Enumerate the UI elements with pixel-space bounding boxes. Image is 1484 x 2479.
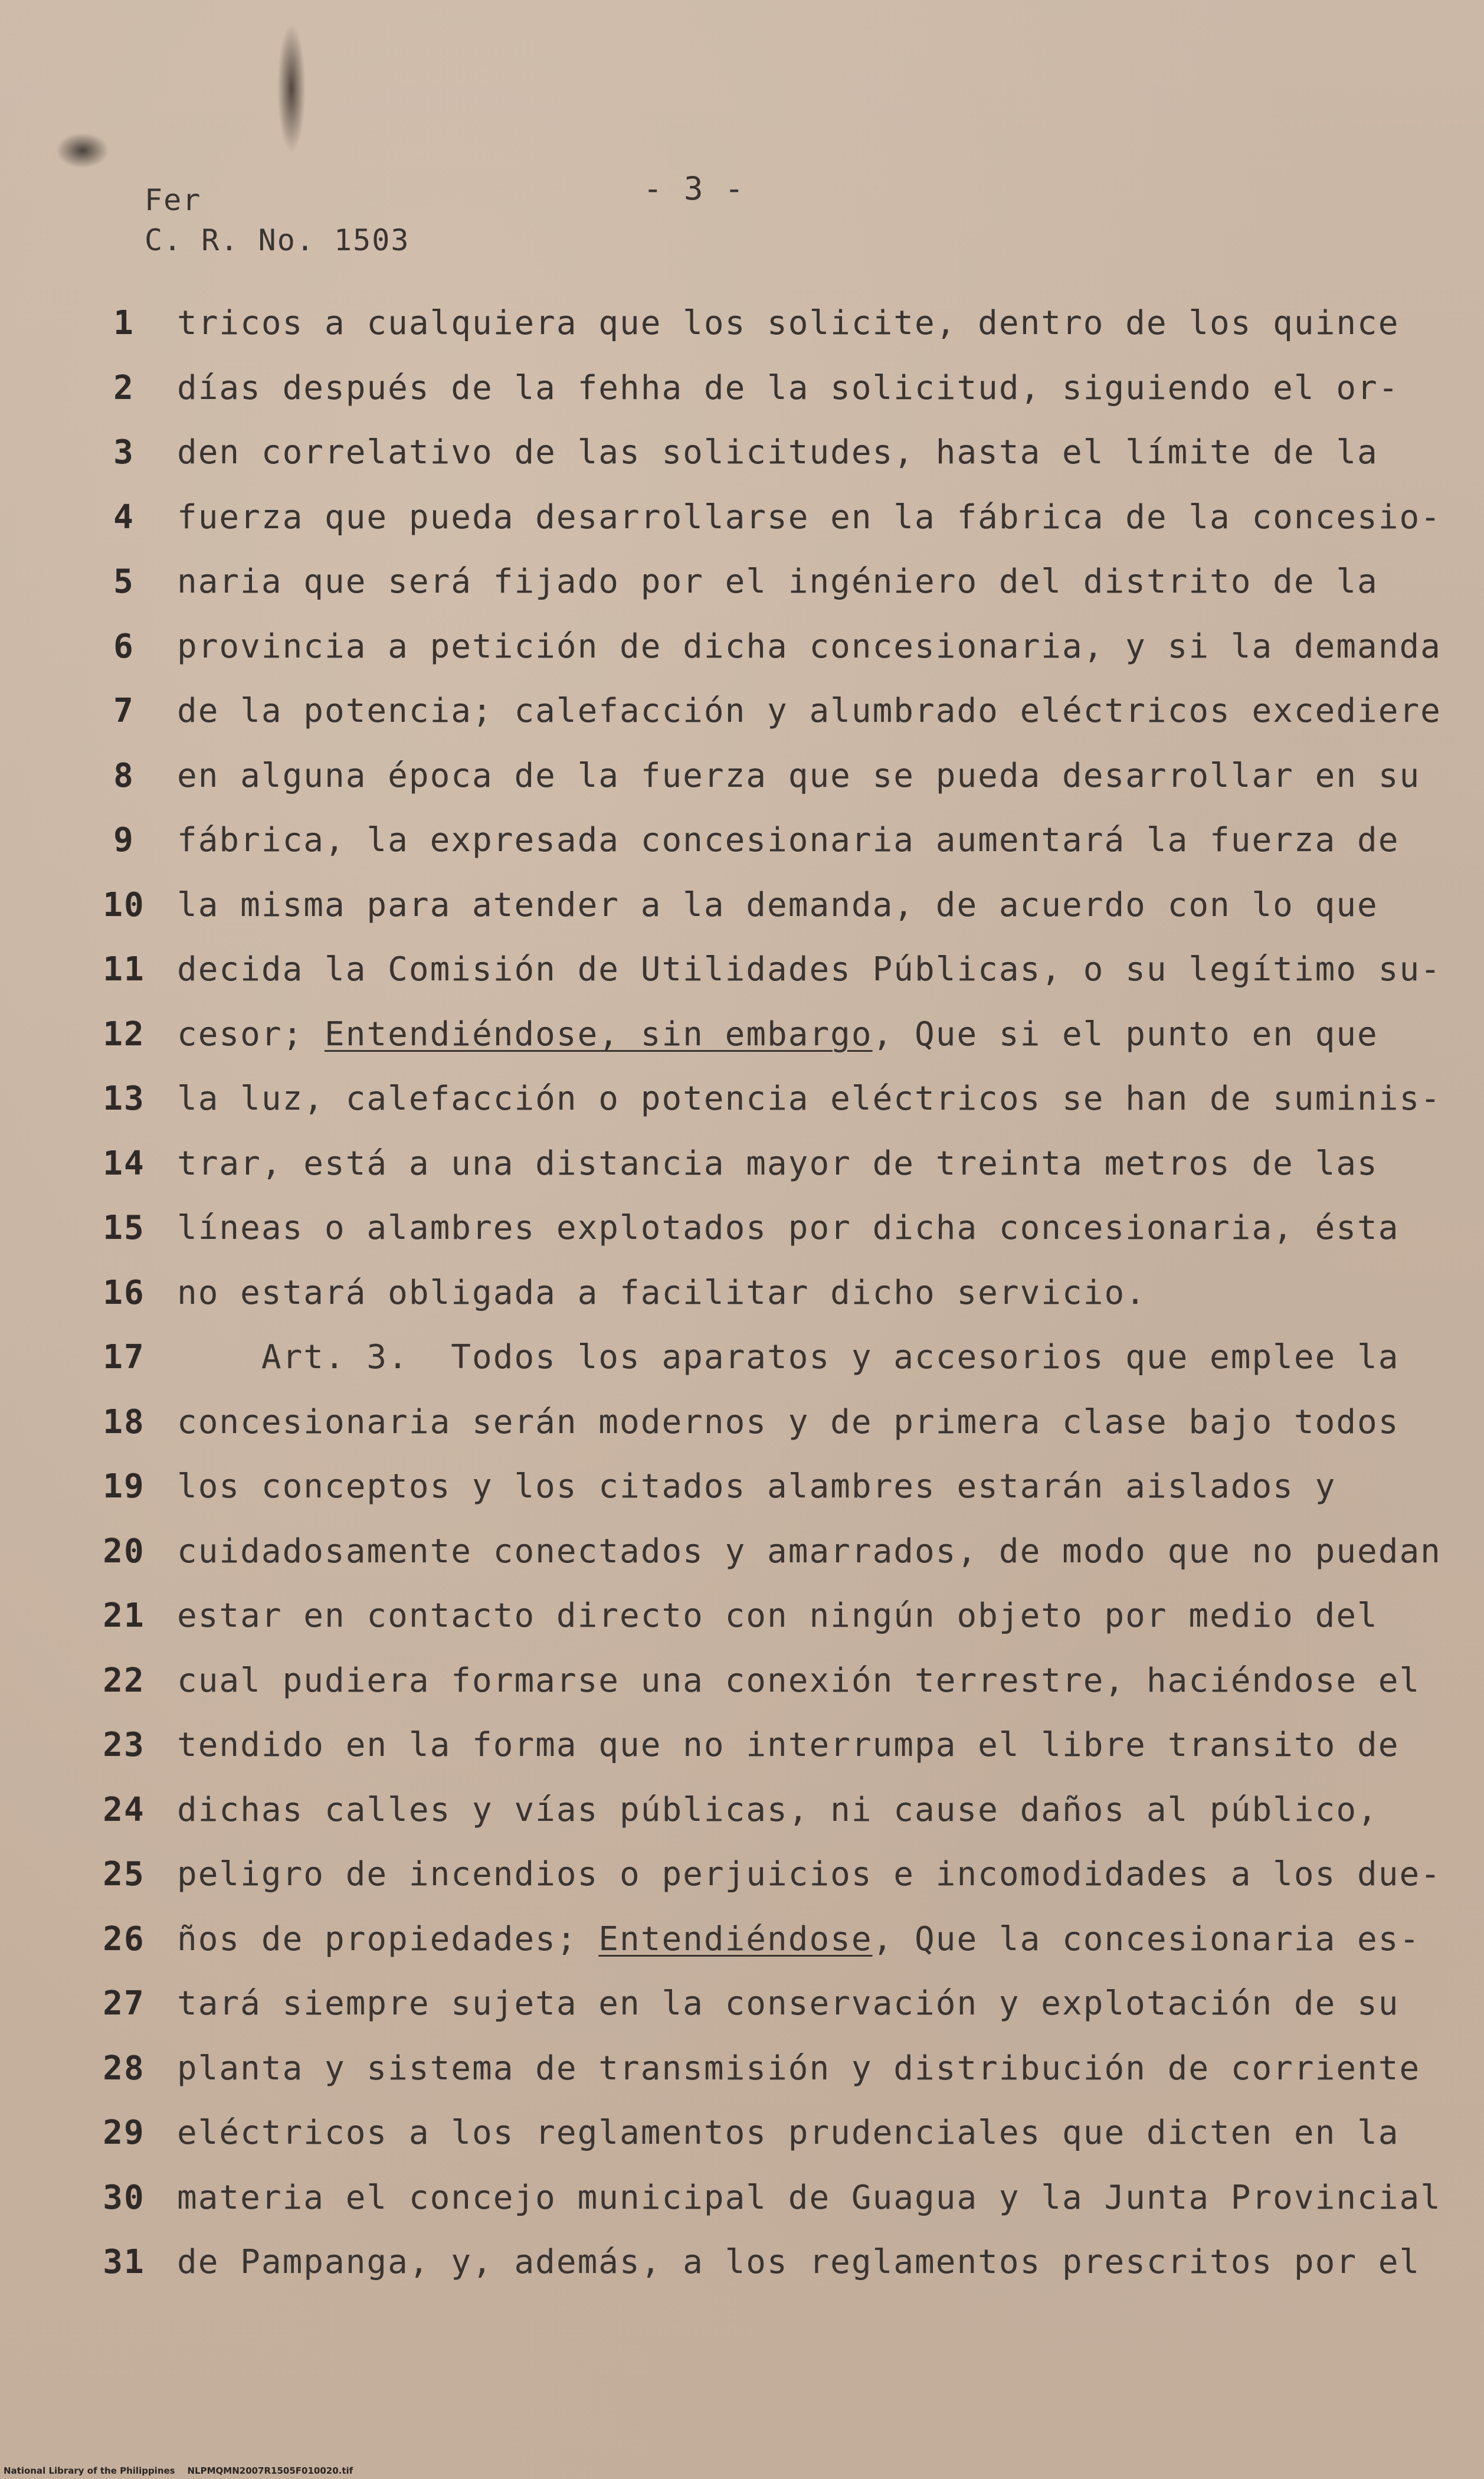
line-number: 25 — [103, 1855, 145, 1893]
line-number: 15 — [103, 1209, 145, 1247]
line-text: estar en contacto directo con ningún objeto por medio del — [177, 1597, 1378, 1635]
line-text: fábrica, la expresada concesionaria aumentará la fuerza de — [177, 821, 1400, 859]
line-number: 6 — [113, 627, 135, 666]
line-text: Art. 3. Todos los aparatos y accesorios que emplee la — [177, 1338, 1400, 1376]
underlined-proviso: Entendiéndose — [598, 1919, 873, 1958]
text-line — [89, 1984, 1400, 2049]
reference-number: C. R. No. 1503 — [145, 223, 410, 257]
line-text: concesionaria serán modernos y de primera clase bajo todos — [177, 1402, 1400, 1441]
line-text-segment: , Que la concesionaria es- — [872, 1919, 1421, 1958]
line-text: fuerza que pueda desarrollarse en la fábrica de la concesio- — [177, 498, 1442, 537]
text-line — [89, 1661, 1421, 1726]
line-number: 10 — [103, 885, 145, 924]
text-line — [89, 433, 1378, 498]
text-line — [89, 756, 1421, 822]
text-line — [89, 1726, 1400, 1791]
text-line — [89, 627, 1442, 692]
line-text: la luz, calefacción o potencia eléctricos se han de suminis- — [177, 1080, 1442, 1118]
text-line — [89, 1855, 1442, 1920]
line-text: cuidadosamente conectados y amarrados, de modo que no puedan — [177, 1532, 1442, 1571]
line-number: 2 — [113, 368, 135, 407]
line-number: 30 — [103, 2178, 145, 2217]
typist-initials: Fer — [145, 183, 202, 217]
text-line — [89, 498, 1442, 563]
text-line — [89, 368, 1400, 434]
line-number: 16 — [103, 1273, 145, 1312]
text-line — [89, 1274, 1345, 1339]
line-text: eléctricos a los reglamentos prudenciales que dicten en la — [177, 2114, 1400, 2152]
line-text: dichas calles y vías públicas, ni cause daños al público, — [177, 1790, 1378, 1829]
line-text — [159, 1920, 1420, 1958]
text-line — [89, 2178, 1442, 2243]
line-number: 8 — [113, 756, 135, 795]
text-line — [89, 1015, 1378, 1080]
line-text: trar, está a una distancia mayor de treinta metros de las — [177, 1144, 1378, 1183]
line-number: 14 — [103, 1144, 145, 1183]
numbered-text-body — [89, 304, 1442, 2308]
line-number: 24 — [103, 1790, 145, 1829]
line-text: los conceptos y los citados alambres estarán aislados y — [177, 1467, 1336, 1506]
text-line — [89, 1790, 1378, 1856]
document-header — [145, 180, 410, 260]
line-number: 12 — [103, 1015, 145, 1054]
line-text: materia el concejo municipal de Guagua y la Junta Provincial — [177, 2178, 1442, 2217]
text-line — [89, 562, 1378, 627]
line-text: tará siempre sujeta en la conservación y explotación de su — [177, 1984, 1400, 2023]
line-text: de la potencia; calefacción y alumbrado eléctricos excediere — [177, 692, 1442, 730]
line-number: 20 — [103, 1532, 145, 1571]
line-text: naria que será fijado por el ingéniero del distrito de la — [177, 562, 1378, 601]
line-text-segment: cesor; — [177, 1015, 325, 1054]
text-line — [89, 950, 1442, 1015]
line-text: de Pampanga, y, además, a los reglamentos prescritos por el — [177, 2243, 1421, 2281]
text-line — [89, 885, 1378, 951]
text-line — [89, 2243, 1421, 2308]
text-line — [89, 304, 1400, 369]
line-number: 17 — [103, 1338, 145, 1376]
line-number: 28 — [103, 2049, 145, 2088]
line-number: 26 — [103, 1919, 145, 1958]
text-line — [89, 1080, 1442, 1144]
text-line — [89, 1532, 1442, 1597]
line-number: 19 — [103, 1467, 145, 1506]
line-text: la misma para atender a la demanda, de acuerdo con lo que — [177, 885, 1378, 924]
line-text: en alguna época de la fuerza que se pueda desarrollar en su — [177, 756, 1421, 795]
line-number: 27 — [103, 1984, 145, 2023]
line-number: 9 — [113, 821, 135, 859]
page-number: - 3 - — [643, 170, 745, 207]
text-line — [89, 2049, 1421, 2114]
line-number: 31 — [103, 2243, 145, 2281]
text-line — [89, 1209, 1400, 1274]
line-number: 23 — [103, 1726, 145, 1764]
underlined-proviso: Entendiéndose, sin embargo — [325, 1015, 873, 1054]
line-text: peligro de incendios o perjuicios e incomodidades a los due- — [177, 1855, 1442, 1893]
line-text: días después de la fehha de la solicitud, siguiendo el or- — [177, 368, 1400, 407]
line-text: cual pudiera formarse una conexión terrestre, haciéndose el — [177, 1661, 1421, 1700]
line-text: planta y sistema de transmisión y distribución de corriente — [177, 2049, 1421, 2088]
line-number: 4 — [113, 498, 135, 537]
line-text: provincia a petición de dicha concesionaria, y si la demanda — [177, 627, 1442, 666]
line-number: 11 — [103, 950, 145, 989]
ink-blot — [56, 133, 109, 168]
text-line — [89, 1144, 1378, 1209]
line-text: tendido en la forma que no interrumpa el libre transito de — [177, 1726, 1400, 1764]
line-text: tricos a cualquiera que los solicite, dentro de los quince — [177, 304, 1400, 342]
text-line — [89, 692, 1442, 757]
line-text-segment: ños de propiedades; — [177, 1919, 599, 1958]
line-text — [159, 1015, 1378, 1054]
text-line — [89, 821, 1400, 886]
text-line — [89, 1402, 1400, 1468]
line-text: líneas o alambres explotados por dicha concesionaria, ésta — [177, 1209, 1400, 1247]
line-text-segment: , Que si el punto en que — [872, 1015, 1378, 1054]
text-line — [89, 1467, 1345, 1532]
line-number: 29 — [103, 2114, 145, 2152]
line-text: no estará obligada a facilitar dicho servicio. — [177, 1273, 1146, 1312]
line-text: den correlativo de las solicitudes, hasta el límite de la — [177, 433, 1378, 472]
line-number: 5 — [113, 562, 135, 601]
line-number: 3 — [113, 433, 135, 472]
line-number: 13 — [103, 1080, 145, 1118]
line-number: 22 — [103, 1661, 145, 1700]
line-number: 1 — [113, 304, 135, 342]
line-number: 21 — [103, 1597, 145, 1635]
archive-footer: National Library of the Philippines NLPMQMN2007R1505F010020.tif — [4, 2465, 353, 2476]
text-line — [89, 1338, 1400, 1403]
ink-smudge — [277, 24, 306, 153]
text-line — [89, 2114, 1400, 2179]
line-text: decida la Comisión de Utilidades Públicas, o su legítimo su- — [177, 950, 1442, 989]
text-line — [89, 1597, 1378, 1662]
text-line — [89, 1919, 1421, 1985]
line-number: 18 — [103, 1402, 145, 1441]
line-number: 7 — [113, 692, 135, 730]
